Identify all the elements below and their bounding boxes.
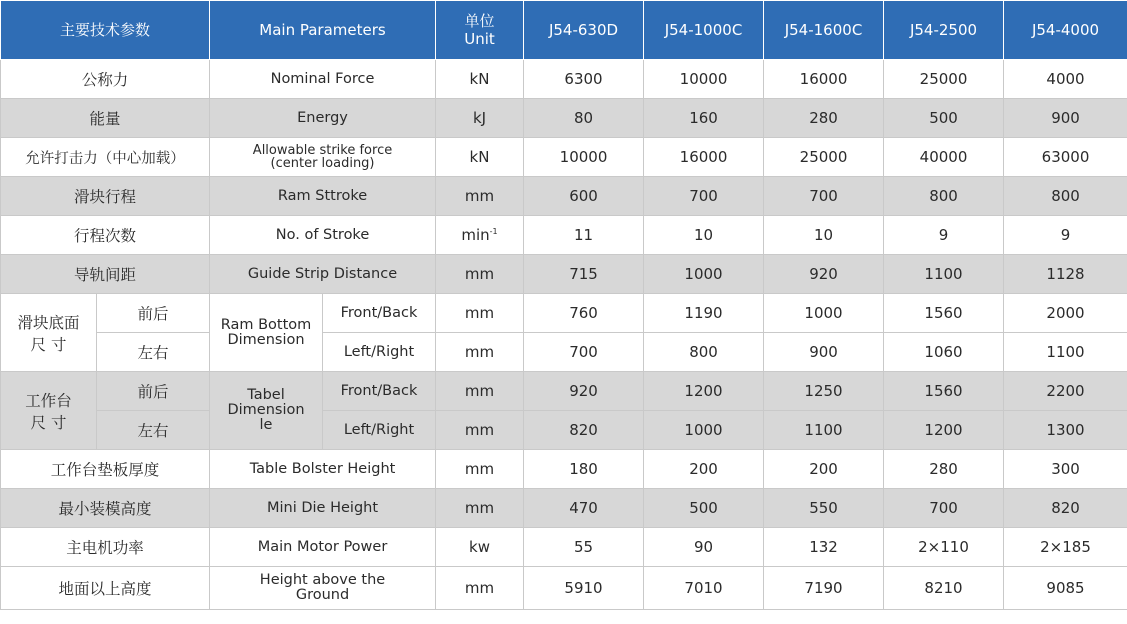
value-cell: 700	[884, 489, 1004, 528]
group-zh-line: 工作台	[25, 391, 72, 410]
value-cell: 1560	[884, 294, 1004, 333]
value-cell: 1000	[644, 411, 764, 450]
header-model: J54-630D	[524, 1, 644, 60]
param-unit: mm	[436, 255, 524, 294]
param-unit: mm	[436, 372, 524, 411]
param-en: Table Bolster Height	[210, 450, 436, 489]
param-zh: 公称力	[1, 60, 210, 99]
header-model: J54-1000C	[644, 1, 764, 60]
table-row	[1, 294, 1127, 333]
value-cell: 2×110	[884, 528, 1004, 567]
group-zh-line: 尺 寸	[30, 413, 67, 432]
value-cell: 55	[524, 528, 644, 567]
param-unit: mm	[436, 489, 524, 528]
value-cell: 4000	[1004, 60, 1127, 99]
value-cell: 10	[644, 216, 764, 255]
value-cell: 550	[764, 489, 884, 528]
sub-zh: 左右	[97, 333, 210, 372]
value-cell: 700	[524, 333, 644, 372]
value-cell: 760	[524, 294, 644, 333]
value-cell: 132	[764, 528, 884, 567]
value-cell: 280	[764, 99, 884, 138]
value-cell: 6300	[524, 60, 644, 99]
value-cell: 1100	[764, 411, 884, 450]
value-cell: 200	[644, 450, 764, 489]
table-row	[1, 372, 1127, 411]
sub-en: Front/Back	[323, 294, 436, 333]
value-cell: 1560	[884, 372, 1004, 411]
param-zh: 地面以上高度	[1, 567, 210, 610]
param-en	[210, 138, 436, 177]
value-cell: 16000	[764, 60, 884, 99]
group-zh-line: 滑块底面	[17, 313, 80, 332]
value-cell: 9	[1004, 216, 1127, 255]
value-cell: 2200	[1004, 372, 1127, 411]
param-en: Nominal Force	[210, 60, 436, 99]
ram-group-en	[210, 294, 323, 372]
param-unit: mm	[436, 294, 524, 333]
value-cell: 25000	[764, 138, 884, 177]
param-zh: 导轨间距	[1, 255, 210, 294]
sub-zh: 前后	[97, 372, 210, 411]
param-zh: 工作台垫板厚度	[1, 450, 210, 489]
value-cell: 1300	[1004, 411, 1127, 450]
value-cell: 80	[524, 99, 644, 138]
value-cell: 40000	[884, 138, 1004, 177]
param-unit: mm	[436, 411, 524, 450]
value-cell: 700	[764, 177, 884, 216]
group-en-line: Ram Bottom	[220, 316, 312, 333]
value-cell: 180	[524, 450, 644, 489]
value-cell: 5910	[524, 567, 644, 610]
value-cell: 800	[644, 333, 764, 372]
table-row	[1, 138, 1127, 177]
value-cell: 16000	[644, 138, 764, 177]
table-row	[1, 177, 1127, 216]
table-row	[1, 567, 1127, 610]
value-cell: 9	[884, 216, 1004, 255]
table-row	[1, 99, 1127, 138]
param-zh: 能量	[1, 99, 210, 138]
table-row	[1, 216, 1127, 255]
sub-zh: 前后	[97, 294, 210, 333]
param-unit: kN	[436, 60, 524, 99]
value-cell: 300	[1004, 450, 1127, 489]
value-cell: 25000	[884, 60, 1004, 99]
value-cell: 1190	[644, 294, 764, 333]
param-zh: 允许打击力（中心加载）	[1, 138, 210, 177]
param-unit: mm	[436, 177, 524, 216]
param-en-line: Height above the	[259, 572, 386, 588]
table-row	[1, 60, 1127, 99]
param-en	[210, 567, 436, 610]
value-cell: 1000	[764, 294, 884, 333]
table-row	[1, 450, 1127, 489]
param-zh: 主电机功率	[1, 528, 210, 567]
value-cell: 600	[524, 177, 644, 216]
param-en-line: Ground	[295, 587, 350, 603]
param-en: Energy	[210, 99, 436, 138]
group-en-line: Dimension	[227, 402, 305, 418]
value-cell: 1100	[1004, 333, 1127, 372]
table-row	[1, 489, 1127, 528]
header-en: Main Parameters	[210, 1, 436, 60]
value-cell: 63000	[1004, 138, 1127, 177]
value-cell: 200	[764, 450, 884, 489]
ram-group-zh	[1, 294, 97, 372]
table-row	[1, 528, 1127, 567]
param-en: Main Motor Power	[210, 528, 436, 567]
value-cell: 10	[764, 216, 884, 255]
value-cell: 10000	[644, 60, 764, 99]
value-cell: 920	[524, 372, 644, 411]
value-cell: 1060	[884, 333, 1004, 372]
value-cell: 500	[644, 489, 764, 528]
param-unit: kN	[436, 138, 524, 177]
header-model: J54-1600C	[764, 1, 884, 60]
value-cell: 280	[884, 450, 1004, 489]
param-zh: 滑块行程	[1, 177, 210, 216]
value-cell: 700	[644, 177, 764, 216]
param-zh: 行程次数	[1, 216, 210, 255]
value-cell: 7190	[764, 567, 884, 610]
value-cell: 90	[644, 528, 764, 567]
value-cell: 900	[764, 333, 884, 372]
value-cell: 470	[524, 489, 644, 528]
header-model: J54-2500	[884, 1, 1004, 60]
param-en: Mini Die Height	[210, 489, 436, 528]
value-cell: 9085	[1004, 567, 1127, 610]
sub-zh: 左右	[97, 411, 210, 450]
table-row	[1, 411, 1127, 450]
value-cell: 500	[884, 99, 1004, 138]
value-cell: 2×185	[1004, 528, 1127, 567]
header-unit-en: Unit	[464, 30, 495, 48]
unit-superscript: -1	[489, 227, 498, 236]
param-en-line: (center loading)	[270, 156, 375, 171]
value-cell: 1000	[644, 255, 764, 294]
value-cell: 1100	[884, 255, 1004, 294]
table-row	[1, 333, 1127, 372]
header-model: J54-4000	[1004, 1, 1127, 60]
table-group-zh	[1, 372, 97, 450]
param-unit: mm	[436, 333, 524, 372]
value-cell: 2000	[1004, 294, 1127, 333]
value-cell: 160	[644, 99, 764, 138]
value-cell: 820	[524, 411, 644, 450]
group-en-line: le	[259, 417, 273, 433]
value-cell: 900	[1004, 99, 1127, 138]
header-zh: 主要技术参数	[1, 1, 210, 60]
param-en: Ram Sttroke	[210, 177, 436, 216]
sub-en: Front/Back	[323, 372, 436, 411]
sub-en: Left/Right	[323, 333, 436, 372]
header-unit	[436, 1, 524, 60]
group-en-line: Dimension	[227, 331, 305, 348]
value-cell: 1200	[644, 372, 764, 411]
value-cell: 800	[884, 177, 1004, 216]
unit-base: min	[461, 226, 490, 244]
table-group-en	[210, 372, 323, 450]
header-unit-zh: 单位	[464, 12, 495, 30]
sub-en: Left/Right	[323, 411, 436, 450]
param-en-line: Allowable strike force	[252, 143, 393, 158]
param-en: Guide Strip Distance	[210, 255, 436, 294]
group-zh-line: 尺 寸	[30, 335, 67, 354]
param-zh: 最小装模高度	[1, 489, 210, 528]
value-cell: 1250	[764, 372, 884, 411]
value-cell: 7010	[644, 567, 764, 610]
param-unit: mm	[436, 567, 524, 610]
param-unit: kJ	[436, 99, 524, 138]
param-en: No. of Stroke	[210, 216, 436, 255]
value-cell: 800	[1004, 177, 1127, 216]
param-unit	[436, 216, 524, 255]
header-row	[1, 1, 1127, 60]
value-cell: 715	[524, 255, 644, 294]
table-row	[1, 255, 1127, 294]
group-en-line: Tabel	[247, 387, 285, 403]
value-cell: 11	[524, 216, 644, 255]
value-cell: 10000	[524, 138, 644, 177]
value-cell: 1200	[884, 411, 1004, 450]
value-cell: 820	[1004, 489, 1127, 528]
value-cell: 1128	[1004, 255, 1127, 294]
value-cell: 8210	[884, 567, 1004, 610]
param-unit: mm	[436, 450, 524, 489]
value-cell: 920	[764, 255, 884, 294]
param-unit: kw	[436, 528, 524, 567]
